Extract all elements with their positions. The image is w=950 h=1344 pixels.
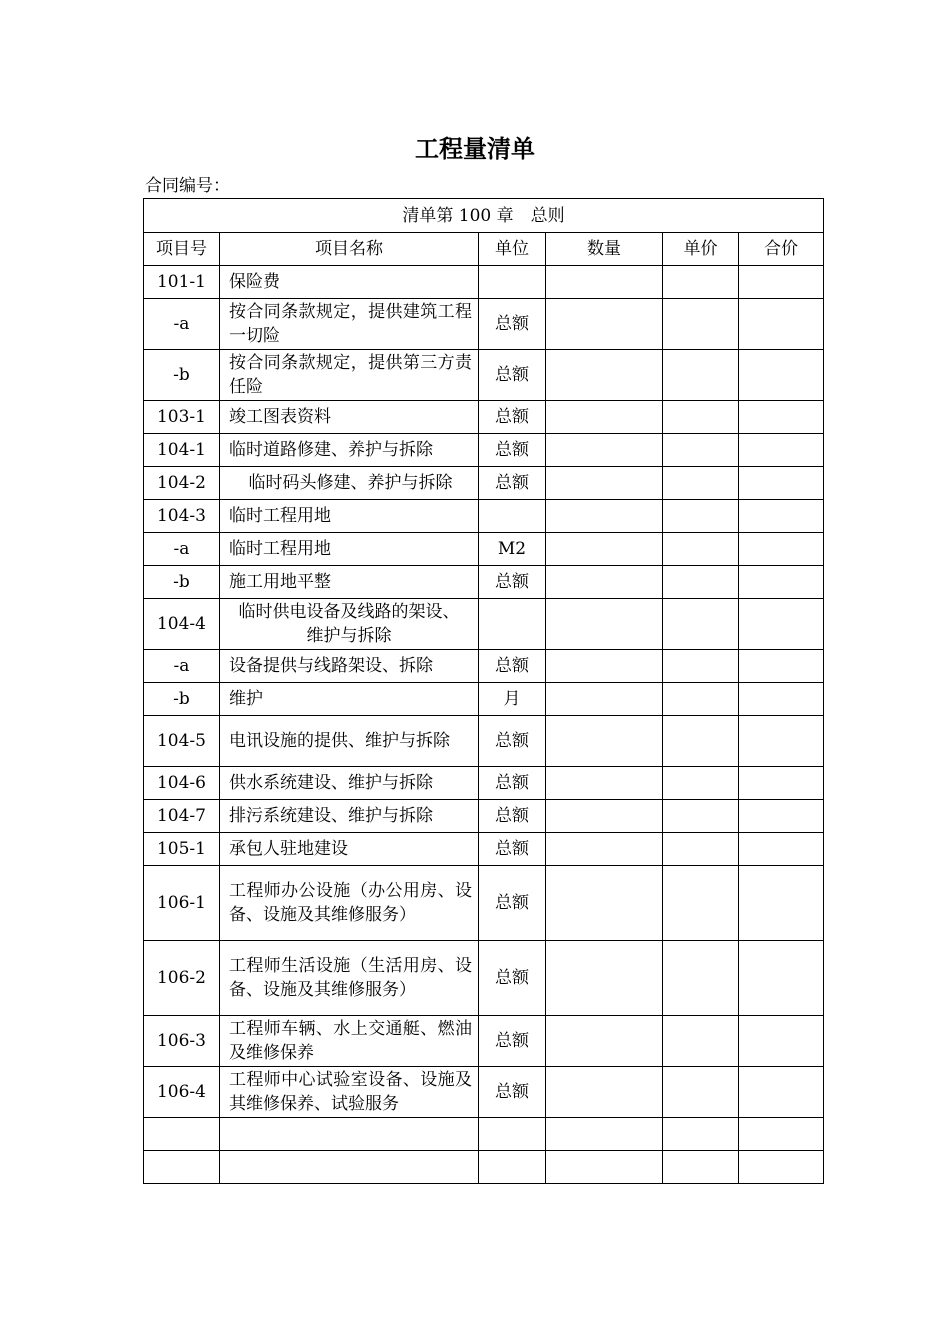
total-price-cell (739, 1067, 824, 1118)
unit-price-cell (663, 1016, 739, 1067)
quantity-cell (546, 941, 663, 1016)
item-name-cell: 按合同条款规定，提供第三方责任险 (220, 350, 479, 401)
item-no-cell: 104-5 (144, 716, 220, 767)
item-name-cell: 设备提供与线路架设、拆除 (220, 650, 479, 683)
quantity-cell (546, 1067, 663, 1118)
item-name-cell: 施工用地平整 (220, 566, 479, 599)
item-name-cell: 维护 (220, 683, 479, 716)
contract-number-label: 合同编号： (145, 176, 230, 196)
unit-cell: 总额 (479, 1016, 546, 1067)
item-name-cell: 排污系统建设、维护与拆除 (220, 800, 479, 833)
item-no-cell: -a (144, 650, 220, 683)
total-price-cell (739, 1016, 824, 1067)
item-name-cell: 工程师车辆、水上交通艇、燃油及维修保养 (220, 1016, 479, 1067)
item-name-cell: 按合同条款规定，提供建筑工程一切险 (220, 299, 479, 350)
total-price-cell (739, 401, 824, 434)
item-no-cell: 104-6 (144, 767, 220, 800)
table-row (144, 266, 824, 299)
item-name-cell: 临时码头修建、养护与拆除 (220, 467, 479, 500)
quantity-cell (546, 833, 663, 866)
item-name-cell: 电讯设施的提供、维护与拆除 (220, 716, 479, 767)
total-price-cell (739, 434, 824, 467)
table-row (144, 1067, 824, 1118)
total-price-cell (739, 599, 824, 650)
item-no-cell: 106-4 (144, 1067, 220, 1118)
unit-price-cell (663, 866, 739, 941)
item-no-cell: 104-2 (144, 467, 220, 500)
item-no-cell: 103-1 (144, 401, 220, 434)
total-price-cell (739, 350, 824, 401)
quantity-cell (546, 500, 663, 533)
total-price-cell (739, 767, 824, 800)
item-no-cell: 106-1 (144, 866, 220, 941)
unit-price-cell (663, 500, 739, 533)
total-price-cell (739, 1118, 824, 1151)
total-price-cell (739, 683, 824, 716)
table-row (144, 650, 824, 683)
quantity-cell (546, 434, 663, 467)
total-price-cell (739, 500, 824, 533)
unit-price-cell (663, 533, 739, 566)
total-price-cell (739, 941, 824, 1016)
bill-of-quantities-table (143, 198, 824, 1184)
unit-cell: 月 (479, 683, 546, 716)
quantity-cell (546, 401, 663, 434)
table-row (144, 1016, 824, 1067)
unit-price-cell (663, 350, 739, 401)
unit-cell (479, 500, 546, 533)
unit-price-cell (663, 1067, 739, 1118)
unit-cell: 总额 (479, 1067, 546, 1118)
quantity-cell (546, 683, 663, 716)
unit-cell: 总额 (479, 566, 546, 599)
quantity-cell (546, 350, 663, 401)
total-price-cell (739, 866, 824, 941)
quantity-cell (546, 800, 663, 833)
item-no-cell: 105-1 (144, 833, 220, 866)
item-no-cell: 104-3 (144, 500, 220, 533)
item-name-cell: 临时供电设备及线路的架设、维护与拆除 (220, 599, 479, 650)
item-name-cell: 保险费 (220, 266, 479, 299)
item-name-cell: 临时工程用地 (220, 500, 479, 533)
item-no-cell: 104-7 (144, 800, 220, 833)
quantity-cell (546, 866, 663, 941)
unit-price-cell (663, 1118, 739, 1151)
unit-cell (479, 266, 546, 299)
table-row (144, 566, 824, 599)
total-price-cell (739, 467, 824, 500)
table-row (144, 716, 824, 767)
unit-price-cell (663, 1151, 739, 1184)
table-row (144, 299, 824, 350)
total-price-cell (739, 566, 824, 599)
table-row (144, 1118, 824, 1151)
header-unit: 单位 (479, 233, 546, 266)
section-title: 清单第 100 章 总则 (144, 199, 824, 233)
unit-price-cell (663, 299, 739, 350)
table-row (144, 833, 824, 866)
unit-price-cell (663, 800, 739, 833)
total-price-cell (739, 533, 824, 566)
header-item-no: 项目号 (144, 233, 220, 266)
header-quantity: 数量 (546, 233, 663, 266)
item-no-cell: -a (144, 299, 220, 350)
table-row (144, 434, 824, 467)
unit-cell: M2 (479, 533, 546, 566)
section-title-row (144, 199, 824, 233)
header-row (144, 233, 824, 266)
unit-price-cell (663, 401, 739, 434)
header-item-name: 项目名称 (220, 233, 479, 266)
unit-price-cell (663, 566, 739, 599)
page-title: 工程量清单 (415, 135, 535, 163)
table-row (144, 866, 824, 941)
quantity-cell (546, 1016, 663, 1067)
item-no-cell: 101-1 (144, 266, 220, 299)
item-no-cell: 104-4 (144, 599, 220, 650)
quantity-cell (546, 533, 663, 566)
unit-cell: 总额 (479, 800, 546, 833)
item-no-cell (144, 1151, 220, 1184)
total-price-cell (739, 650, 824, 683)
item-name-cell: 临时工程用地 (220, 533, 479, 566)
item-name-cell: 承包人驻地建设 (220, 833, 479, 866)
header-total-price: 合价 (739, 233, 824, 266)
unit-cell (479, 1118, 546, 1151)
table-row (144, 800, 824, 833)
unit-cell: 总额 (479, 350, 546, 401)
unit-price-cell (663, 767, 739, 800)
unit-cell: 总额 (479, 767, 546, 800)
table-row (144, 1151, 824, 1184)
item-name-cell: 供水系统建设、维护与拆除 (220, 767, 479, 800)
unit-cell: 总额 (479, 866, 546, 941)
unit-price-cell (663, 434, 739, 467)
unit-cell: 总额 (479, 650, 546, 683)
table-row (144, 767, 824, 800)
quantity-cell (546, 1151, 663, 1184)
unit-price-cell (663, 599, 739, 650)
total-price-cell (739, 299, 824, 350)
unit-cell (479, 599, 546, 650)
total-price-cell (739, 716, 824, 767)
item-name-cell: 工程师生活设施（生活用房、设备、设施及其维修服务） (220, 941, 479, 1016)
item-no-cell: 104-1 (144, 434, 220, 467)
unit-cell: 总额 (479, 716, 546, 767)
total-price-cell (739, 266, 824, 299)
quantity-cell (546, 1118, 663, 1151)
header-unit-price: 单价 (663, 233, 739, 266)
table-row (144, 683, 824, 716)
item-name-cell: 竣工图表资料 (220, 401, 479, 434)
table-row (144, 350, 824, 401)
quantity-cell (546, 650, 663, 683)
unit-price-cell (663, 941, 739, 1016)
quantity-cell (546, 599, 663, 650)
total-price-cell (739, 1151, 824, 1184)
table-row (144, 500, 824, 533)
table-row (144, 533, 824, 566)
item-no-cell: 106-3 (144, 1016, 220, 1067)
item-name-cell: 工程师办公设施（办公用房、设备、设施及其维修服务） (220, 866, 479, 941)
item-no-cell (144, 1118, 220, 1151)
unit-price-cell (663, 467, 739, 500)
item-name-cell (220, 1151, 479, 1184)
quantity-cell (546, 566, 663, 599)
unit-cell: 总额 (479, 467, 546, 500)
table-row (144, 941, 824, 1016)
table-row (144, 599, 824, 650)
quantity-cell (546, 716, 663, 767)
unit-cell: 总额 (479, 434, 546, 467)
item-name-cell: 工程师中心试验室设备、设施及其维修保养、试验服务 (220, 1067, 479, 1118)
unit-cell: 总额 (479, 833, 546, 866)
unit-price-cell (663, 650, 739, 683)
item-no-cell: -b (144, 683, 220, 716)
table-row (144, 467, 824, 500)
unit-price-cell (663, 266, 739, 299)
item-no-cell: -a (144, 533, 220, 566)
item-no-cell: -b (144, 350, 220, 401)
unit-price-cell (663, 833, 739, 866)
item-no-cell: -b (144, 566, 220, 599)
total-price-cell (739, 833, 824, 866)
item-no-cell: 106-2 (144, 941, 220, 1016)
unit-cell (479, 1151, 546, 1184)
quantity-cell (546, 266, 663, 299)
unit-price-cell (663, 716, 739, 767)
total-price-cell (739, 800, 824, 833)
unit-cell: 总额 (479, 401, 546, 434)
quantity-cell (546, 467, 663, 500)
quantity-cell (546, 299, 663, 350)
item-name-cell (220, 1118, 479, 1151)
unit-cell: 总额 (479, 299, 546, 350)
table-row (144, 401, 824, 434)
item-name-cell: 临时道路修建、养护与拆除 (220, 434, 479, 467)
quantity-cell (546, 767, 663, 800)
unit-cell: 总额 (479, 941, 546, 1016)
unit-price-cell (663, 683, 739, 716)
